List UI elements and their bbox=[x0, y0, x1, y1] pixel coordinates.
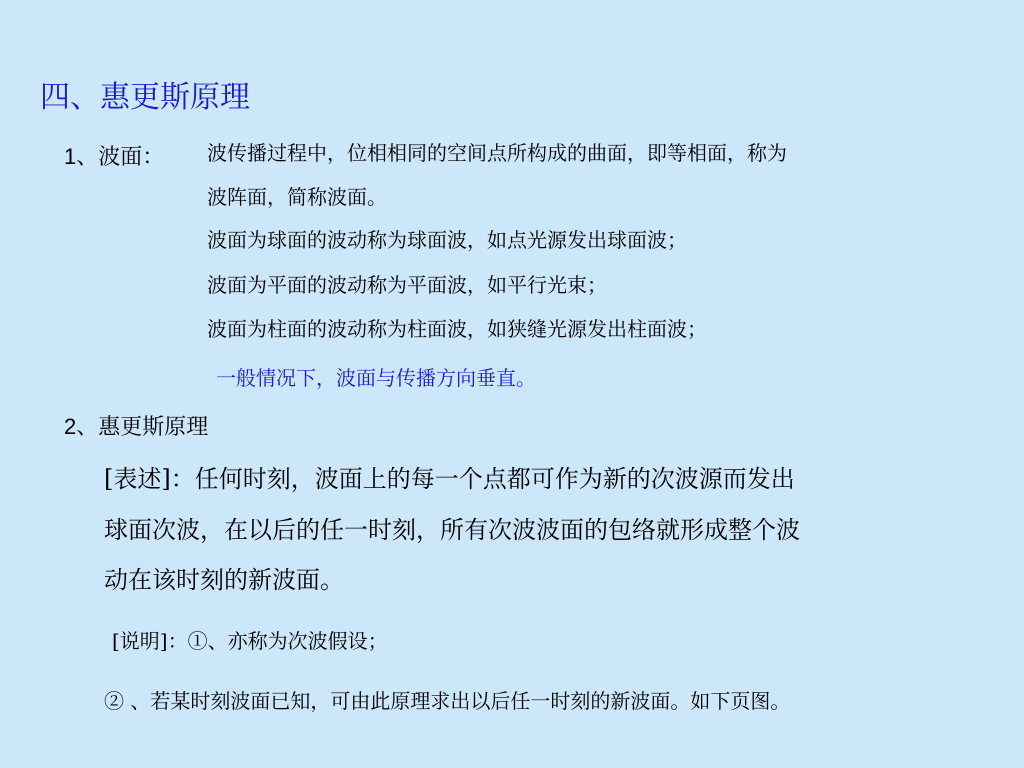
section1-number: 1 bbox=[64, 144, 77, 169]
wavefront-definition-line1: 波传播过程中，位相相同的空间点所构成的曲面，即等相面，称为 bbox=[207, 141, 787, 165]
perpendicular-note: 一般情况下，波面与传播方向垂直。 bbox=[216, 366, 536, 390]
cylindrical-wave-text: 波面为柱面的波动称为柱面波，如狭缝光源发出柱面波； bbox=[207, 317, 707, 341]
spherical-wave-text: 波面为球面的波动称为球面波，如点光源发出球面波； bbox=[207, 228, 687, 252]
wavefront-definition-line2: 波阵面，简称波面。 bbox=[207, 185, 387, 209]
explanation-line2: ② 、若某时刻波面已知，可由此原理求出以后任一时刻的新波面。如下页图。 bbox=[104, 689, 791, 713]
huygens-statement-line2: 球面次波，在以后的任一时刻，所有次波波面的包络就形成整个波 bbox=[104, 516, 800, 544]
section2-heading bbox=[64, 414, 208, 441]
huygens-statement-line3: 动在该时刻的新波面。 bbox=[104, 566, 344, 594]
section2-label: 、惠更斯原理 bbox=[76, 415, 209, 440]
plane-wave-text: 波面为平面的波动称为平面波，如平行光束； bbox=[207, 273, 607, 297]
section2-number: 2 bbox=[64, 414, 77, 439]
explanation-line1: [说明]：①、亦称为次波假设； bbox=[112, 629, 388, 653]
slide-title: 四、惠更斯原理 bbox=[40, 80, 250, 115]
section1-label: 、波面： bbox=[76, 145, 165, 170]
section1-heading bbox=[64, 144, 164, 171]
huygens-statement-line1: [表述]：任何时刻，波面上的每一个点都可作为新的次波源而发出 bbox=[104, 465, 795, 493]
